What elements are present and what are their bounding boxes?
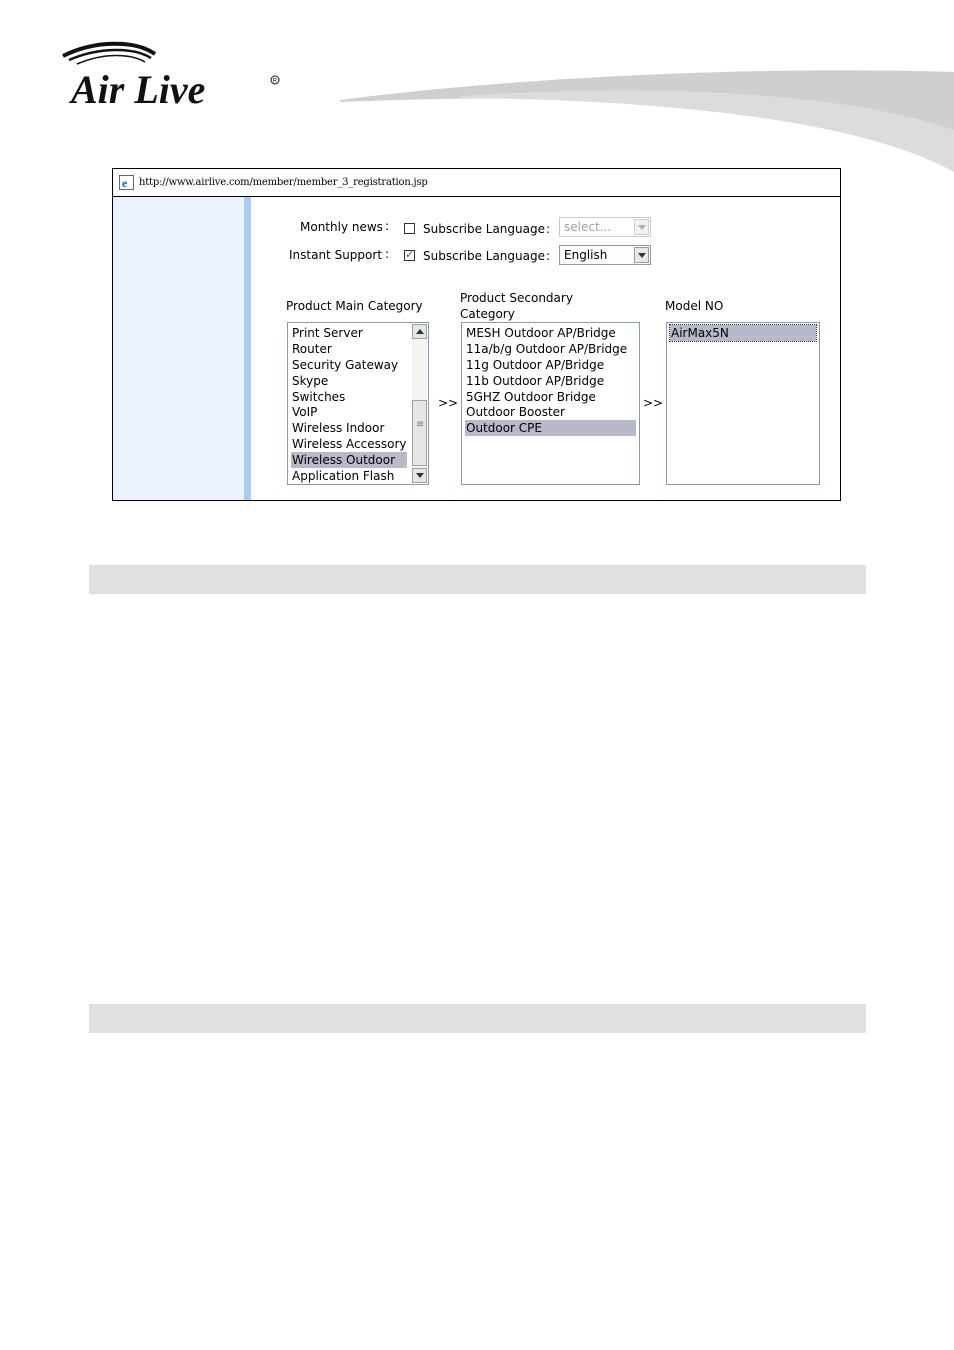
monthly-news-colon: : (385, 219, 390, 233)
monthly-news-language-select[interactable] (559, 217, 651, 237)
instant-support-subscribe-colon: : (546, 249, 551, 263)
browser-screenshot (112, 168, 841, 501)
model-no-heading: Model NO (665, 299, 724, 313)
list-item[interactable]: MESH Outdoor AP/Bridge (466, 326, 616, 340)
list-item[interactable]: Print Server (292, 326, 363, 340)
left-pane-divider (244, 197, 251, 500)
list-item-selected[interactable]: AirMax5N (670, 325, 816, 341)
svg-text:R: R (272, 78, 277, 85)
list-item[interactable]: Wireless Accessory (292, 437, 407, 451)
instant-support-label: Instant Support (289, 248, 383, 262)
list-item[interactable]: Router (292, 342, 332, 356)
header-swoosh (340, 60, 954, 180)
list-item[interactable]: Outdoor Booster (466, 405, 565, 419)
monthly-news-language-value: select... (564, 220, 612, 234)
list-item-selected[interactable]: Wireless Outdoor (291, 452, 407, 468)
monthly-news-label: Monthly news (300, 220, 383, 234)
section-band-1 (89, 565, 866, 594)
list-item[interactable]: Security Gateway (292, 358, 399, 372)
monthly-news-checkbox[interactable] (404, 223, 415, 234)
main-category-heading: Product Main Category (286, 299, 423, 313)
scroll-up-icon[interactable] (412, 324, 427, 339)
instant-support-subscribe-label: Subscribe Language (423, 249, 545, 263)
model-no-listbox[interactable] (666, 322, 820, 485)
list-item[interactable]: 11b Outdoor AP/Bridge (466, 374, 605, 388)
left-pane (113, 197, 244, 500)
section-band-2 (89, 1004, 866, 1033)
main-category-scrollbar[interactable] (412, 324, 427, 483)
transfer-arrow-2: >> (643, 396, 664, 410)
chevron-down-icon[interactable] (634, 247, 649, 263)
list-item[interactable]: Application Flash (292, 469, 395, 483)
monthly-news-subscribe-colon: : (546, 222, 551, 236)
instant-support-colon: : (385, 247, 390, 261)
monthly-news-subscribe-label: Subscribe Language (423, 222, 545, 236)
instant-support-checkbox[interactable] (404, 250, 415, 261)
list-item[interactable]: VoIP (292, 405, 318, 419)
address-bar[interactable] (113, 169, 840, 197)
list-item[interactable]: Wireless Indoor (292, 421, 385, 435)
list-item[interactable]: 5GHZ Outdoor Bridge (466, 390, 596, 404)
ie-icon (119, 175, 134, 190)
list-item-selected[interactable]: Outdoor CPE (465, 420, 636, 436)
list-item[interactable]: 11g Outdoor AP/Bridge (466, 358, 605, 372)
main-category-listbox[interactable] (287, 322, 429, 485)
svg-text:Air Live: Air Live (71, 67, 206, 110)
instant-support-language-value: English (564, 248, 608, 262)
secondary-category-listbox[interactable] (461, 322, 640, 485)
list-item[interactable]: Switches (292, 390, 346, 404)
scroll-down-icon[interactable] (412, 468, 427, 483)
list-item[interactable]: 11a/b/g Outdoor AP/Bridge (466, 342, 628, 356)
chevron-down-icon[interactable] (634, 219, 649, 235)
secondary-category-heading-line1: Product Secondary (460, 291, 573, 305)
scroll-thumb[interactable] (412, 400, 427, 466)
svg-text:e: e (122, 176, 128, 190)
airlive-logo (55, 40, 285, 110)
transfer-arrow-1: >> (438, 396, 459, 410)
secondary-category-heading-line2: Category (460, 307, 515, 321)
instant-support-language-select[interactable] (559, 245, 651, 265)
address-url: http://www.airlive.com/member/member_3_registration.jsp (139, 177, 428, 188)
list-item[interactable]: Skype (292, 374, 329, 388)
